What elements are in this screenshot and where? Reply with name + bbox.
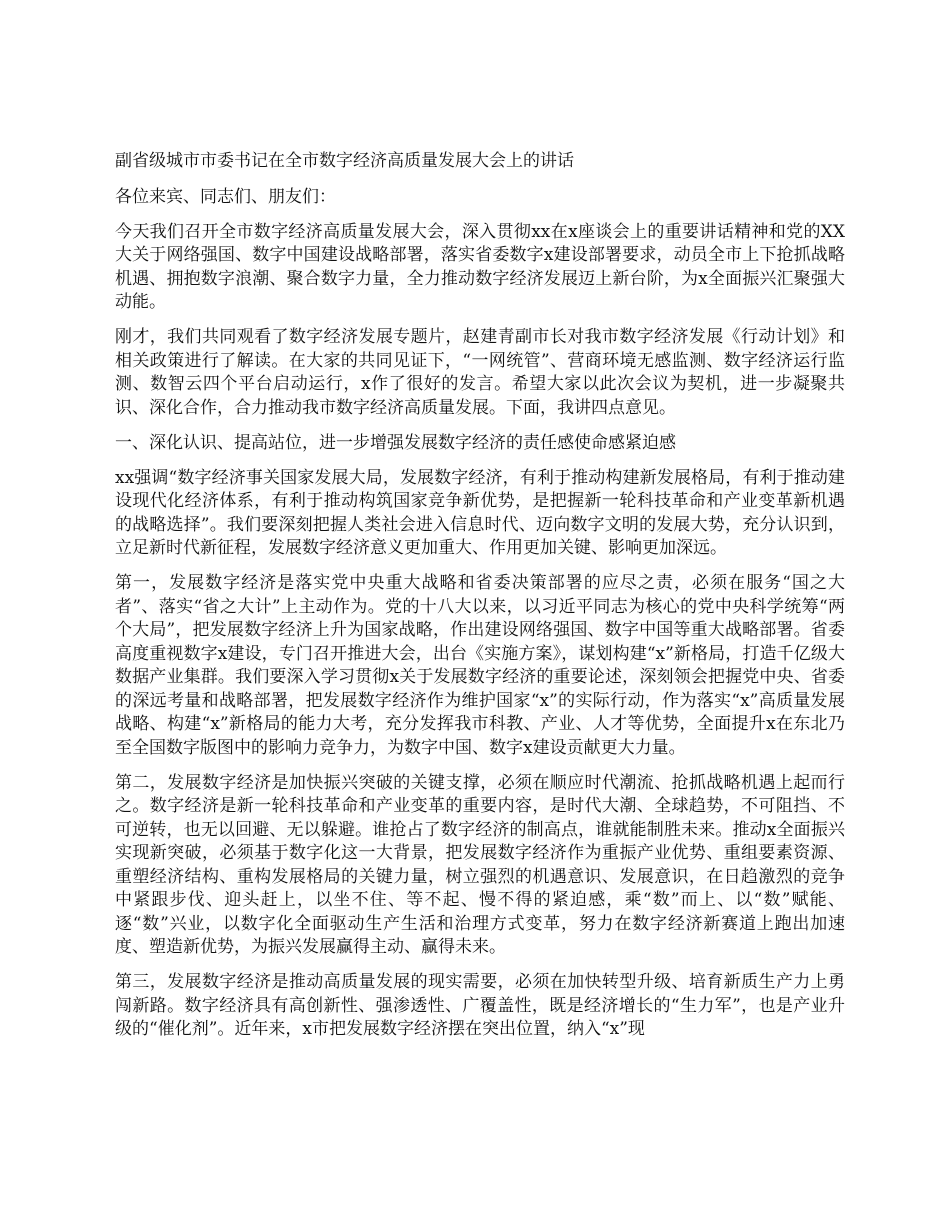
document-body (115, 150, 845, 1053)
paragraph: 第二，发展数字经济是加快振兴突破的关键支撑，必须在顺应时代潮流、抢抓战略机遇上起而行之。数字经济是新一轮科技革命和产业变革的重要内容，是时代大潮、全球趋势，不可阻挡、不可逆转，也无以回避、无以躲避。谁抢占了数字经济的制高点，谁就能制胜未来。推动x全面振兴实现新突破，必须基于数字化这一大背景，把发展数字经济作为重振产业优势、重组要素资源、重塑经济结构、重构发展格局的关键力量，树立强烈的机遇意识、发展意识，在日趋激烈的竞争中紧跟步伐、迎头赶上，以坐不住、等不起、慢不得的紧迫感，乘“数”而上、以“数”赋能、逐“数”兴业，以数字化全面驱动生产生活和治理方式变革，努力在数字经济新赛道上跑出加速度、塑造新优势，为振兴发展赢得主动、赢得未来。 (115, 772, 845, 957)
paragraph: 刚才，我们共同观看了数字经济发展专题片，赵建青副市长对我市数字经济发展《行动计划》和相关政策进行了解读。在大家的共同见证下，“一网统管”、营商环境无感监测、数字经济运行监测、数智云四个平台启动运行，x作了很好的发言。希望大家以此次会议为契机，进一步凝聚共识、深化合作，合力推动我市数字经济高质量发展。下面，我讲四点意见。 (115, 327, 845, 418)
paragraph: 今天我们召开全市数字经济高质量发展大会，深入贯彻xx在x座谈会上的重要讲话精神和党的XX大关于网络强国、数字中国建设战略部署，落实省委数字x建设部署要求，动员全市上下抢抓战略机遇、拥抱数字浪潮、聚合数字力量，全力推动数字经济发展迈上新台阶，为x全面振兴汇聚强大动能。 (115, 221, 845, 312)
paragraph: xx强调“数字经济事关国家发展大局，发展数字经济，有利于推动构建新发展格局，有利于推动建设现代化经济体系，有利于推动构筑国家竞争新优势，是把握新一轮科技革命和产业变革新机遇的战略选择”。我们要深刻把握人类社会进入信息时代、迈向数字文明的发展大势，充分认识到，立足新时代新征程，发展数字经济意义更加重大、作用更加关键、影响更加深远。 (115, 467, 845, 558)
paragraph: 第三，发展数字经济是推动高质量发展的现实需要，必须在加快转型升级、培育新质生产力上勇闯新路。数字经济具有高创新性、强渗透性、广覆盖性，既是经济增长的“生力军”，也是产业升级的“催化剂”。近年来，x市把发展数字经济摆在突出位置，纳入“x”现 (115, 972, 845, 1039)
document-title: 副省级城市市委书记在全市数字经济高质量发展大会上的讲话 (115, 151, 574, 171)
section-heading: 一、深化认识、提高站位，进一步增强发展数字经济的责任感使命感紧迫感 (115, 432, 676, 453)
paragraph: 第一，发展数字经济是落实党中央重大战略和省委决策部署的应尽之责，必须在服务“国之大者”、落实“省之大计”上主动作为。党的十八大以来，以习近平同志为核心的党中央科学统筹“两个大局”，把发展数字经济上升为国家战略，作出建设网络强国、数字中国等重大战略部署。省委高度重视数字x建设，专门召开推进大会，出台《实施方案》，谋划构建“x”新格局，打造千亿级大数据产业集群。我们要深入学习贯彻x关于发展数字经济的重要论述，深刻领会把握党中央、省委的深远考量和战略部署，把发展数字经济作为维护国家“x”的实际行动，作为落实“x”高质量发展战略、构建“x”新格局的能力大考，充分发挥我市科教、产业、人才等优势，全面提升x在东北乃至全国数字版图中的影响力竞争力，为数字中国、数字x建设贡献更大力量。 (115, 573, 845, 758)
salutation: 各位来宾、同志们、朋友们： (115, 186, 336, 207)
